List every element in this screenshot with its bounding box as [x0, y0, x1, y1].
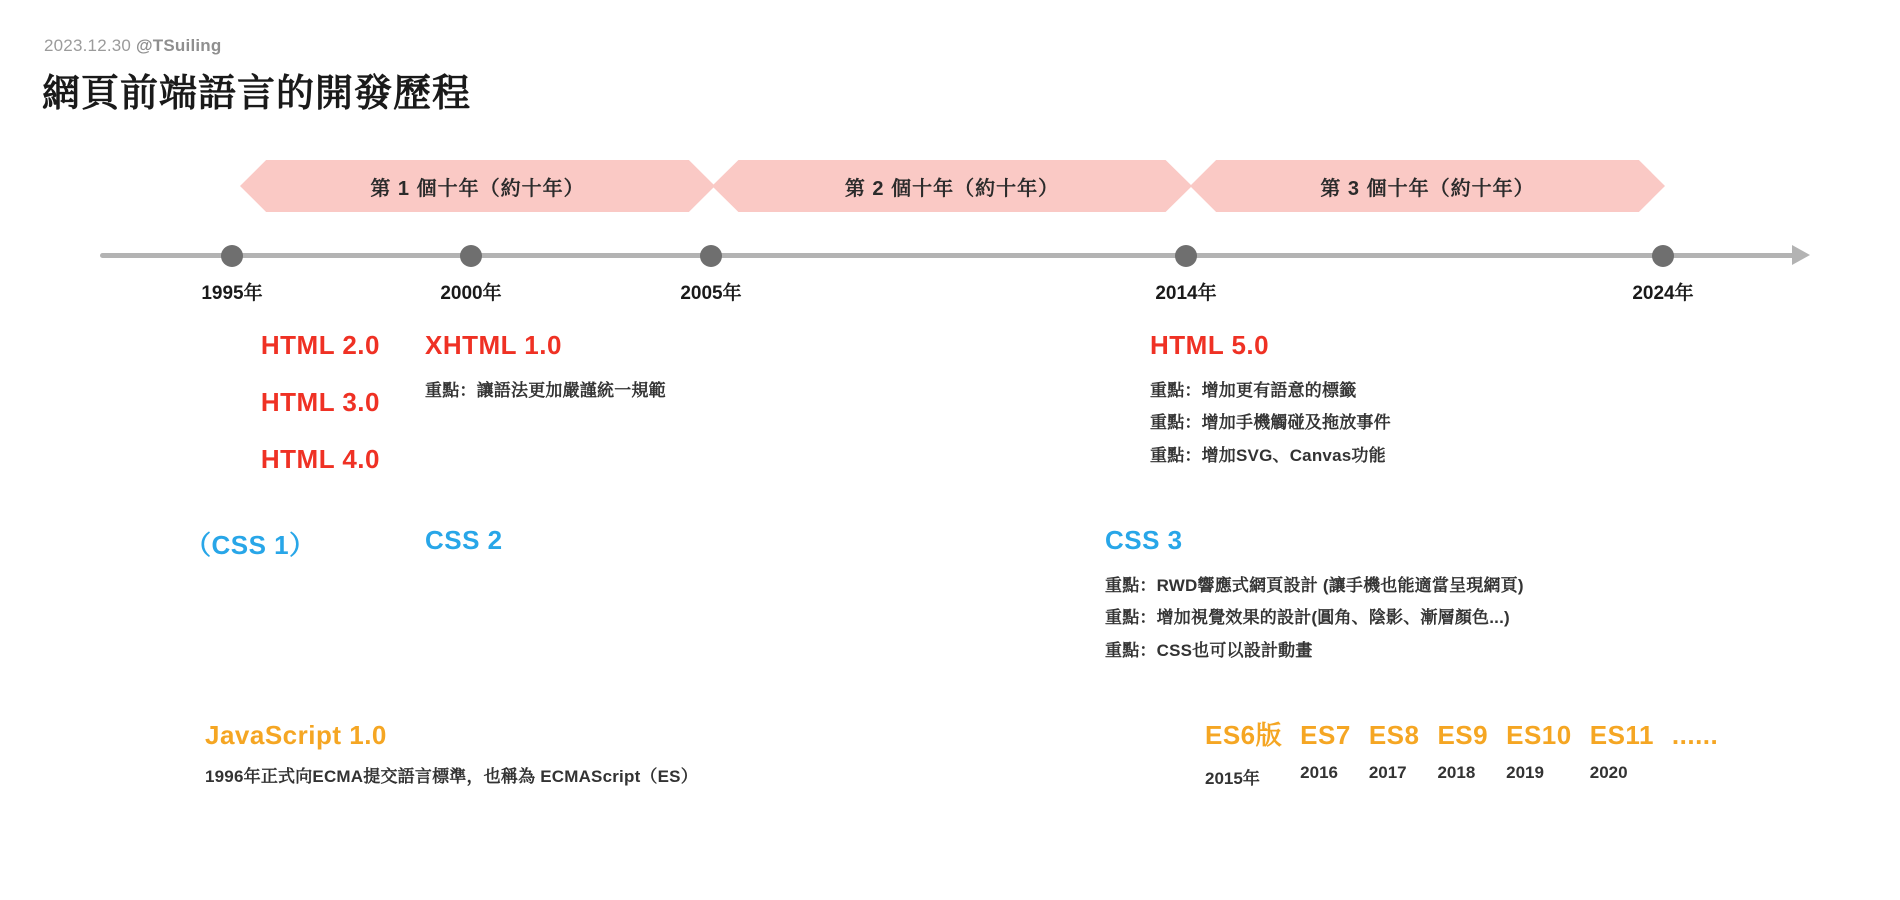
es-year: 2015年 [1205, 769, 1260, 788]
xhtml-heading: XHTML 1.0 [425, 330, 562, 360]
decade-label-3: 第 3 個十年（約十年） [1320, 177, 1535, 200]
decade-banner-1 [240, 160, 715, 212]
timeline-node-2000 [460, 245, 482, 267]
es-item [1300, 720, 1351, 783]
html5-heading: HTML 5.0 [1150, 330, 1270, 360]
meta-line [44, 36, 221, 56]
es-year: 2016 [1300, 763, 1338, 782]
es-item [1437, 720, 1488, 783]
timeline-year-2005: 2005年 [680, 283, 742, 304]
timeline-axis-arrow-icon [1792, 245, 1810, 265]
es-version: ES11 [1589, 720, 1654, 750]
es-item [1369, 720, 1420, 783]
css2-block [425, 525, 503, 556]
page-title: 網頁前端語言的開發歷程 [42, 73, 472, 115]
timeline-year-2000: 2000年 [440, 283, 502, 304]
css3-note-2: 重點：增加視覺效果的設計(圓角、陰影、漸層顏色...) [1105, 608, 1510, 628]
html-version-3: HTML 3.0 [260, 387, 380, 417]
decade-banner-3 [1190, 160, 1665, 212]
es-item [1672, 720, 1718, 763]
html-version-4: HTML 4.0 [260, 444, 380, 474]
es-version: ES9 [1437, 720, 1489, 750]
es-year: 2017 [1368, 763, 1407, 782]
css3-heading: CSS 3 [1105, 525, 1183, 555]
html-early-block [120, 330, 380, 489]
css3-note-3: 重點：CSS也可以設計動畫 [1105, 640, 1313, 660]
html5-note-2: 重點：增加手機觸碰及拖放事件 [1150, 413, 1391, 433]
es-item [1205, 715, 1282, 789]
es-year: 2018 [1437, 763, 1476, 782]
timeline-node-2005 [700, 245, 722, 267]
timeline-axis [100, 253, 1800, 258]
es-item [1590, 720, 1654, 783]
es-year: 2020 [1589, 763, 1628, 782]
timeline-node-2024 [1652, 245, 1674, 267]
javascript-block [205, 720, 698, 793]
html5-note-1: 重點：增加更有語意的標籤 [1150, 381, 1357, 400]
xhtml-note-1: 重點：讓語法更加嚴謹統一規範 [425, 381, 666, 400]
meta-date: 2023.12.30 [44, 36, 132, 55]
css1-block [185, 525, 316, 562]
timeline-year-2014: 2014年 [1155, 283, 1217, 304]
css2-heading: CSS 2 [425, 525, 503, 555]
es-version: ES10 [1506, 720, 1572, 750]
timeline-year-2024: 2024年 [1632, 283, 1694, 304]
timeline-node-2014 [1175, 245, 1197, 267]
meta-handle: @TSuiling [136, 36, 222, 55]
es-version-ellipsis: ...... [1671, 720, 1719, 750]
es-item [1506, 720, 1572, 783]
css3-block [1105, 525, 1524, 667]
timeline-node-1995 [221, 245, 243, 267]
css3-note-1: 重點：RWD響應式網頁設計 (讓手機也能適當呈現網頁) [1105, 576, 1524, 595]
javascript-note: 1996年正式向ECMA提交語言標準，也稱為 ECMAScript（ES） [205, 767, 698, 786]
html5-block [1150, 330, 1391, 472]
es-version: ES8 [1368, 720, 1420, 750]
timeline-year-1995: 1995年 [201, 283, 263, 304]
es-version-row [1205, 715, 1718, 789]
decade-label-2: 第 2 個十年（約十年） [844, 177, 1060, 200]
html-version-2: HTML 2.0 [260, 330, 380, 360]
es-versions-block [1205, 715, 1718, 789]
decade-banner-2 [712, 160, 1192, 212]
es-version: ES7 [1300, 720, 1351, 750]
decade-label-1: 第 1 個十年（約十年） [370, 177, 585, 200]
javascript-heading: JavaScript 1.0 [205, 720, 387, 750]
es-version: ES6版 [1205, 720, 1283, 750]
es-year: 2019 [1506, 763, 1544, 782]
xhtml-block [425, 330, 666, 407]
html5-note-3: 重點：增加SVG、Canvas功能 [1150, 445, 1386, 465]
css1-heading: （CSS 1） [185, 530, 316, 560]
